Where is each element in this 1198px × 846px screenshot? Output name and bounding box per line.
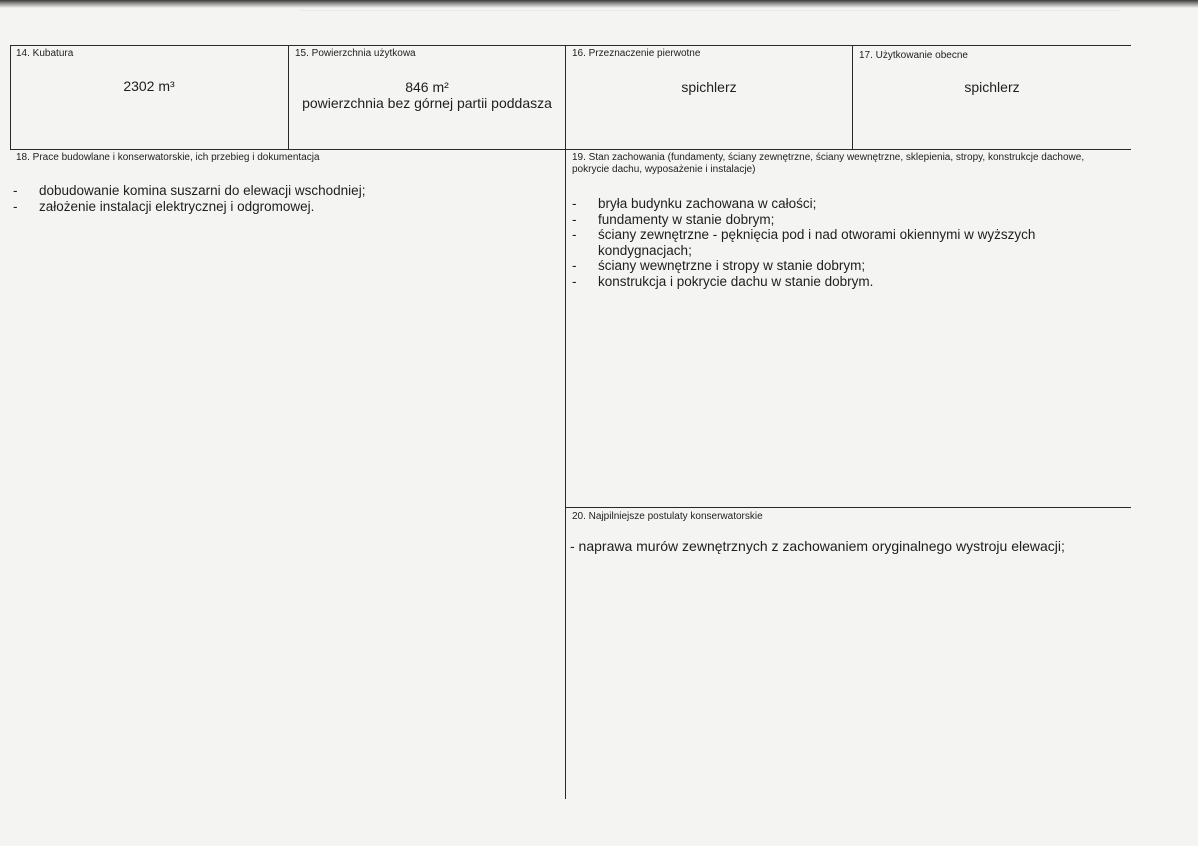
list-item (13, 183, 553, 199)
dash: - (13, 183, 18, 198)
dash: - (572, 273, 577, 289)
prace-label: 18. Prace budowlane i konserwatorskie, ich przebieg i dokumentacja (16, 152, 320, 163)
stan-label: 19. Stan zachowania (fundamenty, ściany zewnętrzne, ściany wewnętrzne, sklepienia, stropy, konstrukcje dachowe, pokrycie dachu, wyposażenie i instalacje) (572, 152, 1085, 175)
scan-top-edge (0, 0, 1198, 8)
postulaty-text: - naprawa murów zewnętrznych z zachowaniem oryginalnego wystroju elewacji; (570, 538, 1065, 554)
list-item (570, 274, 1105, 290)
uzytkowanie-label: 17. Użytkowanie obecne (859, 50, 968, 61)
dash: - (572, 196, 577, 211)
grid-line-postulaty (565, 507, 1131, 508)
list-item-text: bryła budynku zachowana w całości; (598, 196, 817, 211)
list-item (570, 258, 1105, 274)
list-item-text: ściany zewnętrzne - pęknięcia pod i nad otworami okiennymi w wyższych kondygnacjach; (598, 227, 1036, 258)
stan-list (570, 196, 1105, 289)
grid-line-left-border (10, 45, 11, 150)
list-item-text: ściany wewnętrzne i stropy w stanie dobrym; (598, 258, 866, 273)
prace-list (13, 183, 553, 214)
grid-line-divider-16-17 (852, 45, 853, 150)
show-through-area (300, 10, 1120, 47)
list-item (570, 212, 1105, 228)
kubatura-label: 14. Kubatura (16, 48, 74, 59)
powierzchnia-note: powierzchnia bez górnej partii poddasza (302, 95, 552, 111)
list-item-text: fundamenty w stanie dobrym; (598, 211, 775, 227)
dash: - (13, 198, 18, 214)
przeznaczenie-value: spichlerz (681, 79, 737, 95)
dash: - (572, 227, 577, 242)
list-item-text: konstrukcja i pokrycie dachu w stanie dobrym. (598, 273, 874, 289)
list-item (570, 227, 1105, 258)
grid-line-middle (10, 149, 1131, 150)
dash: - (572, 258, 577, 273)
powierzchnia-value: 846 m² (405, 79, 449, 95)
dash: - (572, 211, 577, 227)
list-item (13, 199, 553, 215)
kubatura-value: 2302 m³ (123, 78, 175, 94)
postulaty-label: 20. Najpilniejsze postulaty konserwatorskie (572, 511, 763, 522)
list-item (570, 196, 1105, 212)
grid-line-top (10, 45, 1131, 46)
list-item-text: dobudowanie komina suszarni do elewacji wschodniej; (39, 183, 366, 198)
powierzchnia-label: 15. Powierzchnia użytkowa (295, 48, 416, 59)
list-item-text: założenie instalacji elektrycznej i odgromowej. (39, 198, 315, 214)
przeznaczenie-label: 16. Przeznaczenie pierwotne (572, 48, 701, 59)
uzytkowanie-value: spichlerz (964, 79, 1020, 95)
grid-line-divider-main (565, 45, 566, 799)
